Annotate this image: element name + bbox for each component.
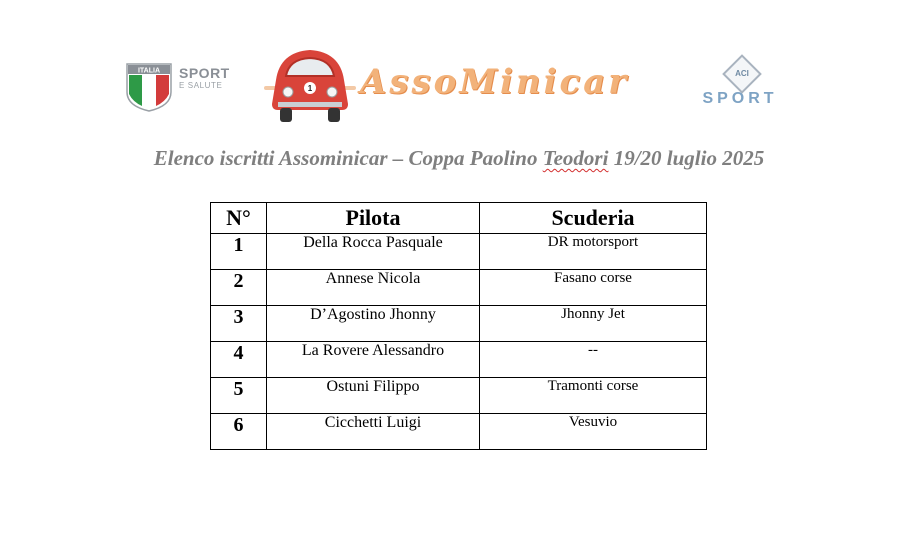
table-row xyxy=(211,306,707,342)
row-pilota: Cicchetti Luigi xyxy=(267,414,480,450)
row-scuderia: DR motorsport xyxy=(480,234,707,270)
row-scuderia: Fasano corse xyxy=(480,270,707,306)
row-scuderia: -- xyxy=(480,342,707,378)
assominicar-logo-text: AssoMinicar xyxy=(360,62,630,102)
row-pilota: La Rovere Alessandro xyxy=(267,342,480,378)
row-pilota: Della Rocca Pasquale xyxy=(267,234,480,270)
row-pilota: D’Agostino Jhonny xyxy=(267,306,480,342)
header-pilota: Pilota xyxy=(267,203,480,234)
aci-sport-logo xyxy=(692,60,792,110)
page-title xyxy=(0,146,912,171)
row-number: 5 xyxy=(211,378,267,414)
aci-sport-text: SPORT xyxy=(702,90,778,107)
italia-flag-label: ITALIA xyxy=(137,67,161,75)
title-part-3: 19/20 luglio 2025 xyxy=(608,146,765,170)
sport-e-salute-logo xyxy=(125,62,245,114)
table-row xyxy=(211,234,707,270)
title-part-1: Elenco iscritti Assominicar – Coppa Paolino xyxy=(153,146,543,170)
header-scuderia: Scuderia xyxy=(480,203,707,234)
table-row xyxy=(211,342,707,378)
table-row xyxy=(211,378,707,414)
fiat-500-car-icon xyxy=(262,46,358,124)
svg-text:1: 1 xyxy=(307,84,313,93)
row-pilota: Annese Nicola xyxy=(267,270,480,306)
table-row xyxy=(211,270,707,306)
row-number: 6 xyxy=(211,414,267,450)
italia-shield-icon xyxy=(125,62,173,112)
entries-table xyxy=(210,202,707,450)
row-number: 2 xyxy=(211,270,267,306)
sport-logo-text: SPORT xyxy=(179,65,230,81)
row-scuderia: Tramonti corse xyxy=(480,378,707,414)
row-scuderia: Vesuvio xyxy=(480,414,707,450)
header-number: N° xyxy=(211,203,267,234)
row-number: 4 xyxy=(211,342,267,378)
row-pilota: Ostuni Filippo xyxy=(267,378,480,414)
table-header-row xyxy=(211,203,707,234)
row-scuderia: Jhonny Jet xyxy=(480,306,707,342)
table-row xyxy=(211,414,707,450)
row-number: 1 xyxy=(211,234,267,270)
row-number: 3 xyxy=(211,306,267,342)
title-part-2: Teodori xyxy=(542,146,609,170)
aci-letters: ACI xyxy=(735,69,749,78)
salute-logo-text: E SALUTE xyxy=(179,81,223,90)
